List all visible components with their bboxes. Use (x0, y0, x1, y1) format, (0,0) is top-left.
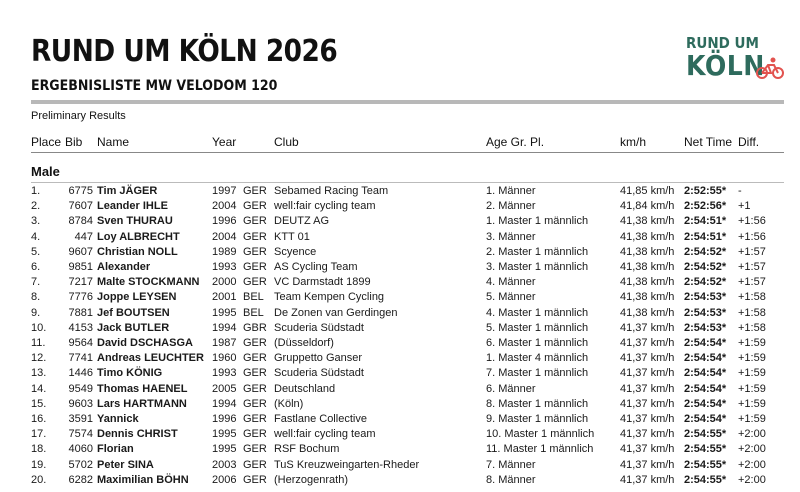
result-diff: +2:00 (738, 458, 766, 471)
result-bib: 6282 (68, 473, 93, 486)
result-bib: 3591 (68, 413, 93, 425)
result-speed: 41,37 km/h (620, 382, 675, 395)
result-nettime: 2:52:56* (684, 200, 727, 213)
result-speed: 41,37 km/h (620, 473, 675, 486)
table-row (0, 442, 800, 457)
result-nation: GER (243, 276, 267, 289)
result-club: well:fair cycling team (274, 428, 376, 441)
result-agegroup: 8. Männer (486, 473, 536, 486)
result-nation: GER (243, 245, 267, 258)
result-year: 1989 (212, 245, 237, 258)
result-nettime: 2:54:53* (684, 321, 727, 334)
result-place: 2. (31, 200, 41, 213)
result-name: Thomas HAENEL (97, 382, 188, 395)
result-name: Joppe LEYSEN (97, 291, 177, 304)
result-year: 1997 (212, 185, 237, 197)
result-agegroup: 3. Master 1 männlich (486, 261, 589, 273)
table-row (0, 351, 800, 366)
result-name: Malte STOCKMANN (97, 276, 200, 289)
result-diff: +1:56 (738, 215, 766, 228)
result-agegroup: 3. Männer (486, 230, 536, 243)
result-nettime: 2:54:54* (684, 397, 727, 410)
result-nation: GER (243, 413, 267, 425)
result-club: Deutschland (274, 382, 336, 395)
result-year: 2001 (212, 291, 237, 304)
result-year: 2003 (212, 458, 237, 471)
result-speed: 41,38 km/h (620, 215, 675, 228)
result-nation: GER (243, 352, 267, 365)
result-bib: 9851 (68, 261, 93, 273)
result-nation: GER (243, 428, 267, 441)
result-bib: 4153 (68, 321, 93, 334)
result-speed: 41,37 km/h (620, 321, 675, 334)
column-header-divider (31, 152, 784, 153)
table-row (0, 214, 800, 229)
status-label: Preliminary Results (31, 110, 126, 122)
result-name: Alexander (97, 261, 151, 273)
result-nettime: 2:54:55* (684, 443, 727, 456)
result-diff: +1:57 (738, 245, 766, 258)
table-row (0, 290, 800, 305)
result-speed: 41,38 km/h (620, 291, 675, 304)
table-row (0, 366, 800, 381)
result-nettime: 2:54:55* (684, 458, 727, 471)
result-name: Leander IHLE (97, 200, 168, 213)
result-nation: GER (243, 443, 267, 456)
col-header-club: Club (274, 135, 299, 149)
result-year: 2004 (212, 230, 237, 243)
result-year: 1960 (212, 352, 237, 365)
result-agegroup: 6. Männer (486, 382, 536, 395)
table-row (0, 184, 800, 199)
result-diff: +1:59 (738, 413, 766, 425)
table-row (0, 382, 800, 397)
table-row (0, 260, 800, 275)
result-nettime: 2:54:55* (684, 428, 727, 441)
event-logo (686, 34, 786, 84)
result-nettime: 2:54:52* (684, 276, 727, 289)
result-name: Christian NOLL (97, 245, 178, 258)
result-nation: GER (243, 200, 267, 213)
result-bib: 7574 (68, 428, 93, 441)
table-row (0, 245, 800, 260)
result-speed: 41,38 km/h (620, 261, 675, 273)
result-speed: 41,37 km/h (620, 413, 675, 425)
result-place: 7. (31, 276, 41, 289)
result-club: (Köln) (274, 397, 304, 410)
result-place: 19. (31, 458, 47, 471)
result-agegroup: 5. Master 1 männlich (486, 321, 589, 334)
result-agegroup: 4. Männer (486, 276, 536, 289)
header-divider (31, 100, 784, 104)
table-row (0, 230, 800, 245)
result-year: 1987 (212, 337, 237, 349)
result-speed: 41,38 km/h (620, 306, 675, 319)
result-speed: 41,37 km/h (620, 352, 675, 365)
table-row (0, 427, 800, 442)
result-nation: GER (243, 215, 267, 228)
col-header-kmh: km/h (620, 135, 647, 149)
result-nation: BEL (243, 306, 264, 319)
result-diff: +1:58 (738, 321, 766, 334)
result-diff: +1:57 (738, 276, 766, 289)
result-nettime: 2:54:52* (684, 261, 727, 273)
result-club: (Düsseldorf) (274, 337, 334, 349)
result-year: 1995 (212, 306, 237, 319)
result-name: Yannick (97, 413, 139, 425)
col-header-diff: Diff. (738, 135, 760, 149)
result-diff: +1:59 (738, 337, 766, 349)
result-place: 14. (31, 382, 47, 395)
result-speed: 41,84 km/h (620, 200, 675, 213)
result-nettime: 2:54:54* (684, 367, 727, 380)
col-header-place: Place (31, 135, 62, 149)
result-diff: +1 (738, 200, 751, 213)
result-agegroup: 1. Master 1 männlich (486, 215, 589, 228)
result-place: 12. (31, 352, 47, 365)
result-name: Peter SINA (97, 458, 154, 471)
result-diff: +1:59 (738, 352, 766, 365)
result-club: DEUTZ AG (274, 215, 330, 228)
result-place: 16. (31, 413, 47, 425)
result-nettime: 2:54:54* (684, 382, 727, 395)
result-name: David DSCHASGA (97, 337, 193, 349)
section-divider (31, 182, 784, 183)
result-club: Scuderia Südstadt (274, 367, 364, 380)
result-club: (Herzogenrath) (274, 473, 348, 486)
table-row (0, 199, 800, 214)
result-name: Loy ALBRECHT (97, 230, 180, 243)
logo-line-2: KÖLN (686, 49, 765, 82)
result-bib: 447 (74, 230, 93, 243)
result-bib: 9603 (68, 397, 93, 410)
result-speed: 41,37 km/h (620, 367, 675, 380)
result-year: 1996 (212, 413, 237, 425)
result-year: 1993 (212, 261, 237, 273)
result-nettime: 2:54:53* (684, 291, 727, 304)
result-bib: 9564 (68, 337, 93, 349)
result-diff: +1:59 (738, 367, 766, 380)
result-nettime: 2:52:55* (684, 185, 727, 197)
table-row (0, 412, 800, 427)
result-nation: GBR (243, 321, 267, 334)
result-place: 8. (31, 291, 41, 304)
table-row (0, 275, 800, 290)
result-agegroup: 5. Männer (486, 291, 536, 304)
result-diff: +1:58 (738, 291, 766, 304)
result-name: Andreas LEUCHTER (97, 352, 204, 365)
result-bib: 6775 (68, 185, 93, 197)
result-name: Tim JÄGER (97, 185, 158, 197)
result-diff: +1:57 (738, 261, 766, 273)
table-row (0, 397, 800, 412)
result-bib: 7776 (68, 291, 93, 304)
result-club: VC Darmstadt 1899 (274, 276, 371, 289)
result-diff: +1:59 (738, 382, 766, 395)
result-year: 1994 (212, 321, 237, 334)
result-place: 3. (31, 215, 41, 228)
result-place: 20. (31, 473, 47, 486)
result-speed: 41,37 km/h (620, 428, 675, 441)
result-agegroup: 11. Master 1 männlich (486, 443, 594, 456)
col-header-name: Name (97, 135, 130, 149)
result-year: 2006 (212, 473, 237, 486)
result-bib: 9607 (68, 245, 93, 258)
result-club: Sebamed Racing Team (274, 185, 389, 197)
result-club: TuS Kreuzweingarten-Rheder (274, 458, 420, 471)
result-bib: 7607 (68, 200, 93, 213)
result-club: Gruppetto Ganser (274, 352, 363, 365)
result-nation: GER (243, 397, 267, 410)
result-agegroup: 10. Master 1 männlich (486, 428, 595, 441)
result-diff: +1:59 (738, 397, 766, 410)
result-nation: GER (243, 230, 267, 243)
result-bib: 7881 (68, 306, 93, 319)
result-club: Scyence (274, 245, 317, 258)
cyclist-icon (756, 56, 784, 80)
result-place: 11. (31, 337, 46, 349)
result-nation: GER (243, 367, 267, 380)
result-nation: GER (243, 185, 267, 197)
result-nettime: 2:54:54* (684, 352, 727, 365)
result-speed: 41,37 km/h (620, 397, 675, 410)
table-row (0, 306, 800, 321)
result-diff: - (738, 185, 742, 197)
result-bib: 4060 (68, 443, 93, 456)
result-club: Fastlane Collective (274, 413, 367, 425)
result-speed: 41,85 km/h (620, 185, 675, 197)
result-year: 1995 (212, 428, 237, 441)
result-name: Maximilian BÖHN (97, 473, 189, 486)
result-speed: 41,38 km/h (620, 230, 675, 243)
col-header-agegroup: Age Gr. Pl. (486, 135, 545, 149)
result-place: 1. (31, 185, 41, 197)
result-place: 9. (31, 306, 41, 319)
table-row (0, 336, 800, 351)
result-nettime: 2:54:55* (684, 473, 727, 486)
result-speed: 41,37 km/h (620, 337, 675, 349)
result-nation: GER (243, 261, 267, 273)
result-place: 15. (31, 397, 47, 410)
result-year: 1996 (212, 215, 237, 228)
result-club: well:fair cycling team (274, 200, 376, 213)
result-speed: 41,37 km/h (620, 458, 675, 471)
result-club: KTT 01 (274, 230, 310, 243)
col-header-year: Year (212, 135, 237, 149)
result-diff: +2:00 (738, 428, 766, 441)
result-year: 2005 (212, 382, 237, 395)
result-nettime: 2:54:51* (684, 215, 727, 228)
result-diff: +1:56 (738, 230, 766, 243)
page-title: RUND UM KÖLN 2026 (31, 34, 338, 69)
result-place: 10. (31, 321, 47, 334)
result-place: 13. (31, 367, 47, 380)
result-agegroup: 9. Master 1 männlich (486, 413, 589, 425)
result-speed: 41,38 km/h (620, 276, 675, 289)
result-bib: 8784 (68, 215, 93, 228)
logo-line-1: RUND UM (686, 34, 759, 52)
result-agegroup: 1. Männer (486, 185, 536, 197)
table-row (0, 458, 800, 473)
result-diff: +2:00 (738, 473, 766, 486)
result-year: 1994 (212, 397, 237, 410)
result-club: RSF Bochum (274, 443, 340, 456)
col-header-bib: Bib (65, 135, 83, 149)
result-nation: GER (243, 337, 267, 349)
result-place: 4. (31, 230, 41, 243)
result-agegroup: 7. Master 1 männlich (486, 367, 589, 380)
result-nettime: 2:54:52* (684, 245, 727, 258)
result-club: AS Cycling Team (274, 261, 358, 273)
result-bib: 7741 (68, 352, 93, 365)
result-club: Scuderia Südstadt (274, 321, 364, 334)
result-place: 6. (31, 261, 41, 273)
result-nation: GER (243, 382, 267, 395)
result-club: De Zonen van Gerdingen (274, 306, 398, 319)
table-row (0, 473, 800, 488)
table-row (0, 321, 800, 336)
result-agegroup: 4. Master 1 männlich (486, 306, 589, 319)
result-year: 1993 (212, 367, 237, 380)
result-speed: 41,38 km/h (620, 245, 675, 258)
result-diff: +1:58 (738, 306, 766, 319)
result-nation: GER (243, 473, 267, 486)
section-title: Male (31, 164, 60, 179)
col-header-nettime: Net Time (684, 135, 733, 149)
result-name: Jack BUTLER (97, 321, 170, 334)
result-agegroup: 2. Master 1 männlich (486, 245, 589, 258)
result-nettime: 2:54:53* (684, 306, 727, 319)
result-agegroup: 8. Master 1 männlich (486, 397, 589, 410)
result-agegroup: 1. Master 4 männlich (486, 352, 589, 365)
result-nettime: 2:54:54* (684, 337, 727, 349)
result-year: 2000 (212, 276, 237, 289)
result-year: 2004 (212, 200, 237, 213)
page-subtitle: ERGEBNISLISTE MW VELODOM 120 (31, 78, 278, 94)
result-nation: GER (243, 458, 267, 471)
result-diff: +2:00 (738, 443, 766, 456)
result-place: 17. (31, 428, 47, 441)
result-bib: 9549 (68, 382, 93, 395)
result-nettime: 2:54:51* (684, 230, 727, 243)
result-bib: 7217 (68, 276, 93, 289)
result-bib: 1446 (68, 367, 93, 380)
result-nettime: 2:54:54* (684, 413, 727, 425)
result-agegroup: 7. Männer (486, 458, 536, 471)
result-name: Florian (97, 443, 134, 456)
result-place: 18. (31, 443, 47, 456)
result-name: Sven THURAU (97, 215, 173, 228)
result-agegroup: 6. Master 1 männlich (486, 337, 589, 349)
result-bib: 5702 (68, 458, 93, 471)
result-name: Lars HARTMANN (97, 397, 187, 410)
result-year: 1995 (212, 443, 237, 456)
result-speed: 41,37 km/h (620, 443, 675, 456)
result-name: Dennis CHRIST (97, 428, 178, 441)
result-agegroup: 2. Männer (486, 200, 536, 213)
result-place: 5. (31, 245, 41, 258)
result-nation: BEL (243, 291, 264, 304)
result-name: Timo KÖNIG (97, 367, 163, 380)
result-name: Jef BOUTSEN (97, 306, 170, 319)
result-club: Team Kempen Cycling (274, 291, 385, 304)
